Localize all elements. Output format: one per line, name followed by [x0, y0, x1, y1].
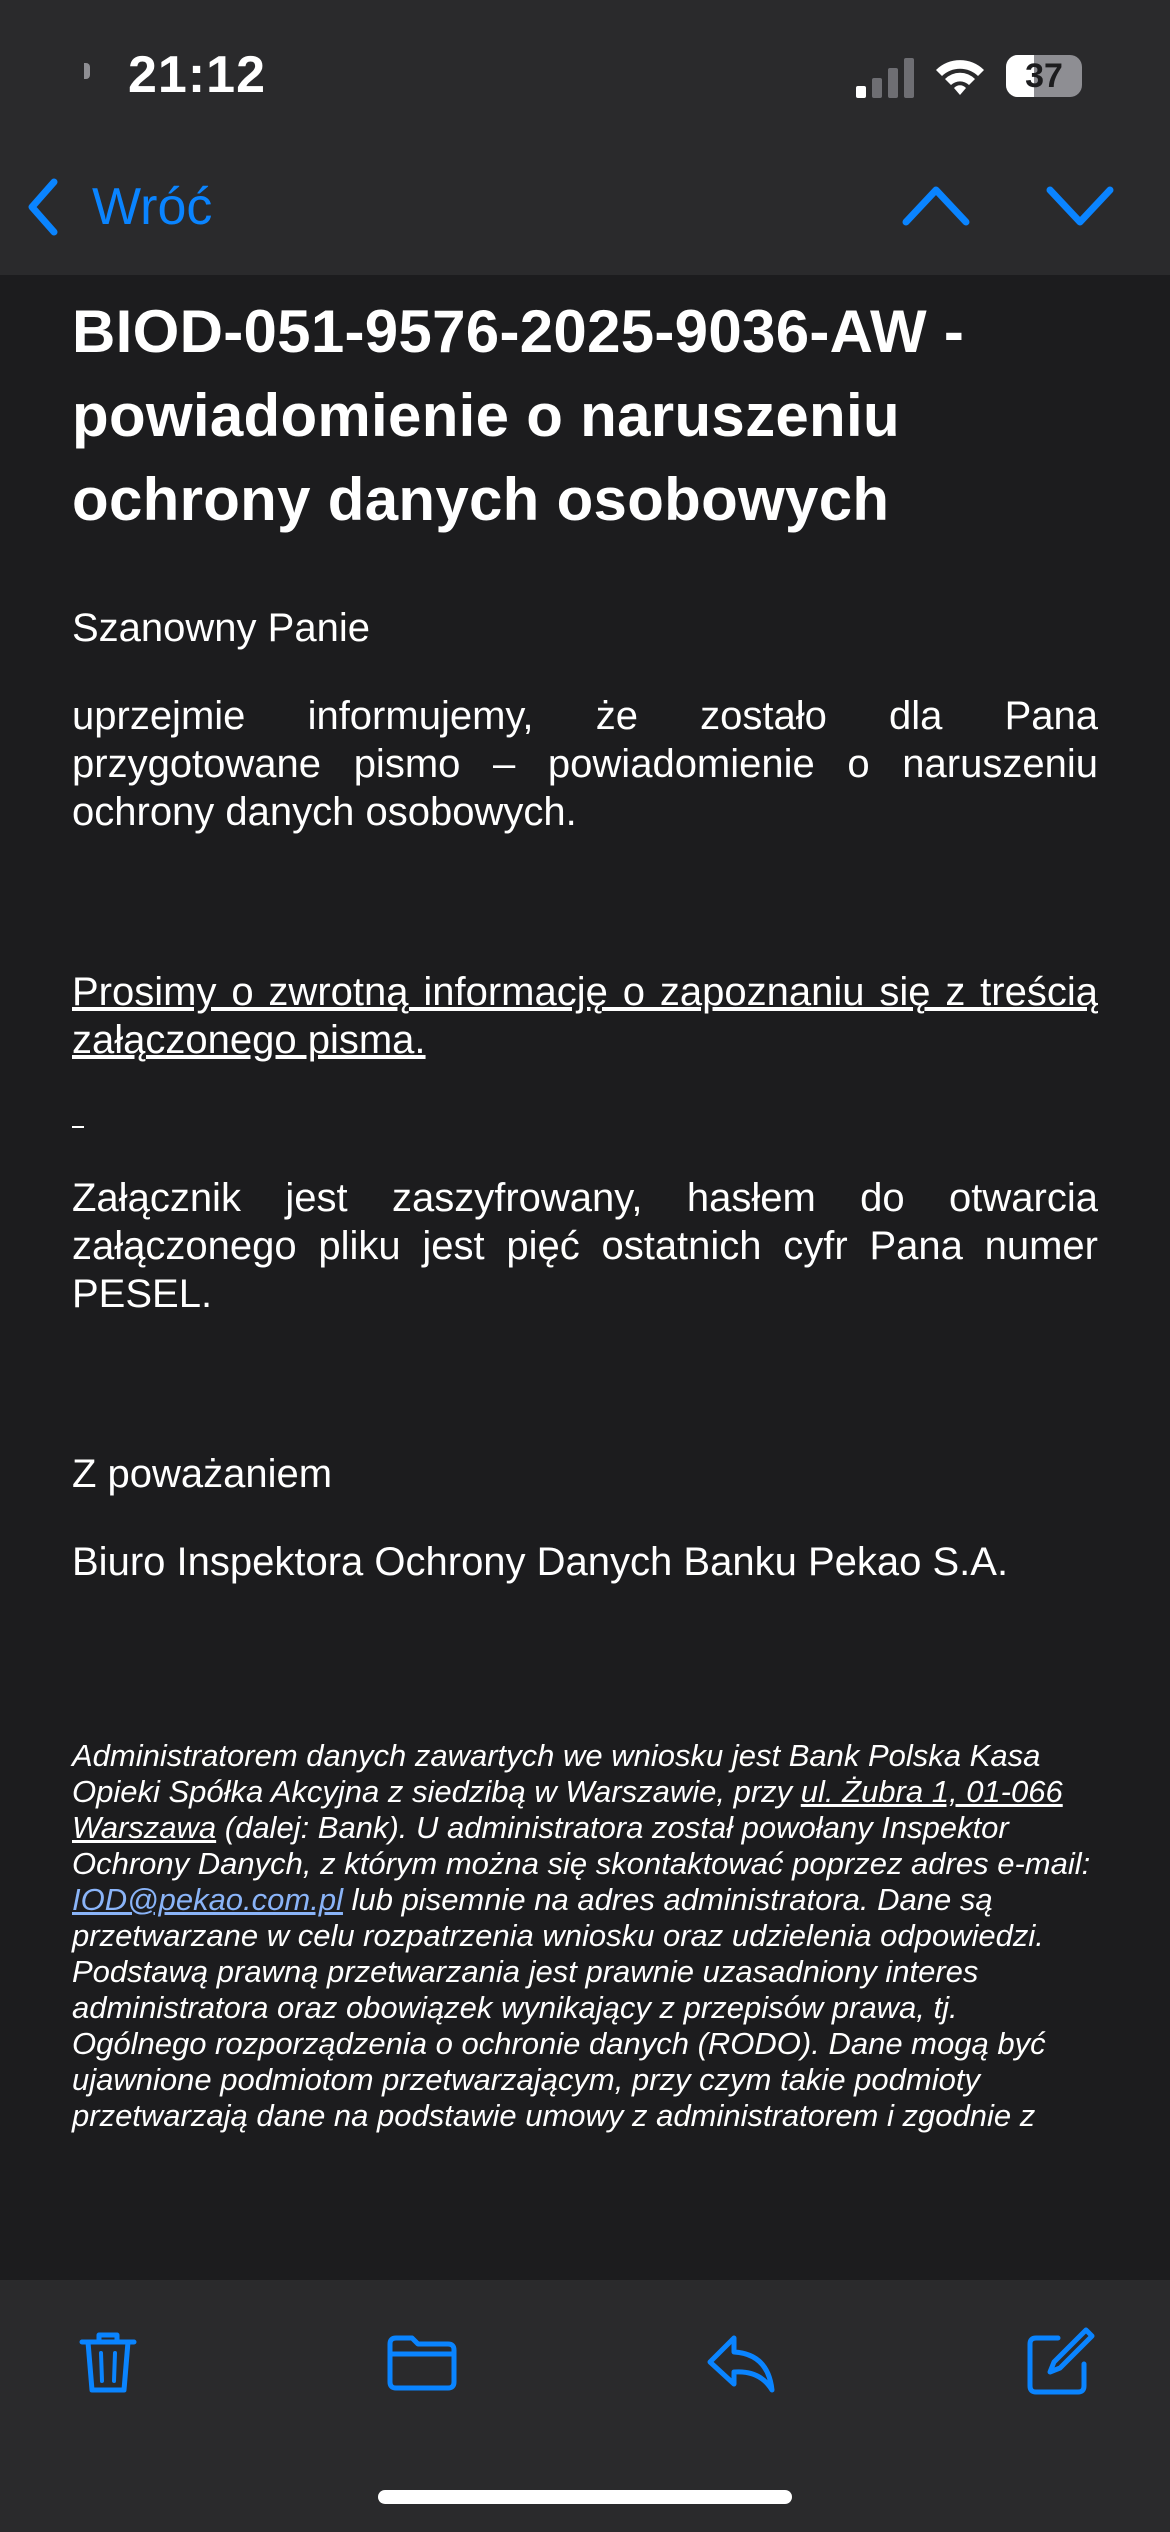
- footer-text-2: (dalej: Bank). U administratora został powołany Inspektor Ochrony Danych, z którym można się skontaktować poprzez adres e-mail:: [72, 1810, 1091, 1881]
- email-signature: Biuro Inspektora Ochrony Danych Banku Pekao S.A.: [72, 1540, 1009, 1584]
- battery-tip: [84, 63, 90, 79]
- email-paragraph-request: Prosimy o zwrotną informację o zapoznaniu się z treścią załączonego pisma.: [72, 970, 1098, 1062]
- battery-body: [1006, 55, 1082, 97]
- folder-icon: [386, 2326, 458, 2398]
- battery-level: 37: [1025, 57, 1063, 95]
- reply-button[interactable]: [704, 2326, 776, 2398]
- footer-text-1: Administratorem danych zawartych we wniosku jest Bank Polska Kasa Opieki Spółka Akcyjna z siedzibą w Warszawie, przy: [72, 1738, 1041, 1809]
- email-paragraph-attachment: Załącznik jest zaszyfrowany, hasłem do otwarcia załączonego pliku jest pięć ostatnich cyfr Pana numer PESEL.: [72, 1176, 1098, 1316]
- move-to-folder-button[interactable]: [386, 2326, 458, 2398]
- chevron-up-icon[interactable]: [902, 176, 970, 236]
- email-privacy-footer: [72, 1738, 1098, 2134]
- email-subject: BIOD-051-9576-2025-9036-AW - powiadomienie o naruszeniu ochrony danych osobowych: [72, 298, 965, 533]
- footer-email-link[interactable]: IOD@pekao.com.pl: [72, 1882, 343, 1917]
- underline-fragment: [72, 1126, 84, 1128]
- home-indicator[interactable]: [378, 2490, 792, 2504]
- compose-button[interactable]: [1024, 2326, 1096, 2398]
- email-paragraph-notice: uprzejmie informujemy, że zostało dla Pana przygotowane pismo – powiadomienie o naruszeniu ochrony danych osobowych.: [72, 694, 1098, 834]
- footer-text-3: lub pisemnie na adres administratora. Dane są przetwarzane w celu rozpatrzenia wniosku oraz udzielenia odpowiedzi. Podstawą prawną przetwarzania jest prawnie uzasadniony interes administratora oraz obowiązek wynikający z przepisów prawa, tj. Ogólnego rozporządzenia o ochronie danych (RODO). Dane mogą być ujawnione podmiotom przetwarzającym, przy czym takie podmioty przetwarzają dane na podstawie umowy z administratorem i zgodnie z: [72, 1882, 1046, 2133]
- compose-icon: [1024, 2326, 1096, 2398]
- status-time: 21:12: [128, 46, 266, 104]
- reply-icon: [704, 2326, 776, 2398]
- trash-button[interactable]: [72, 2326, 144, 2398]
- email-greeting: Szanowny Panie: [72, 606, 370, 650]
- back-label: Wróć: [92, 178, 213, 236]
- battery-indicator: [1006, 55, 1082, 97]
- wifi-icon: [934, 56, 986, 98]
- cellular-signal-icon: [856, 58, 914, 98]
- back-button[interactable]: [24, 172, 212, 242]
- chevron-down-icon[interactable]: [1046, 176, 1114, 236]
- chevron-left-icon: [24, 176, 64, 238]
- trash-icon: [72, 2326, 144, 2398]
- footer-address: ul. Żubra 1, 01-066 Warszawa: [72, 1774, 1063, 1845]
- email-closing: Z poważaniem: [72, 1452, 333, 1496]
- email-content: [72, 290, 1098, 2134]
- top-bar: [0, 0, 1170, 275]
